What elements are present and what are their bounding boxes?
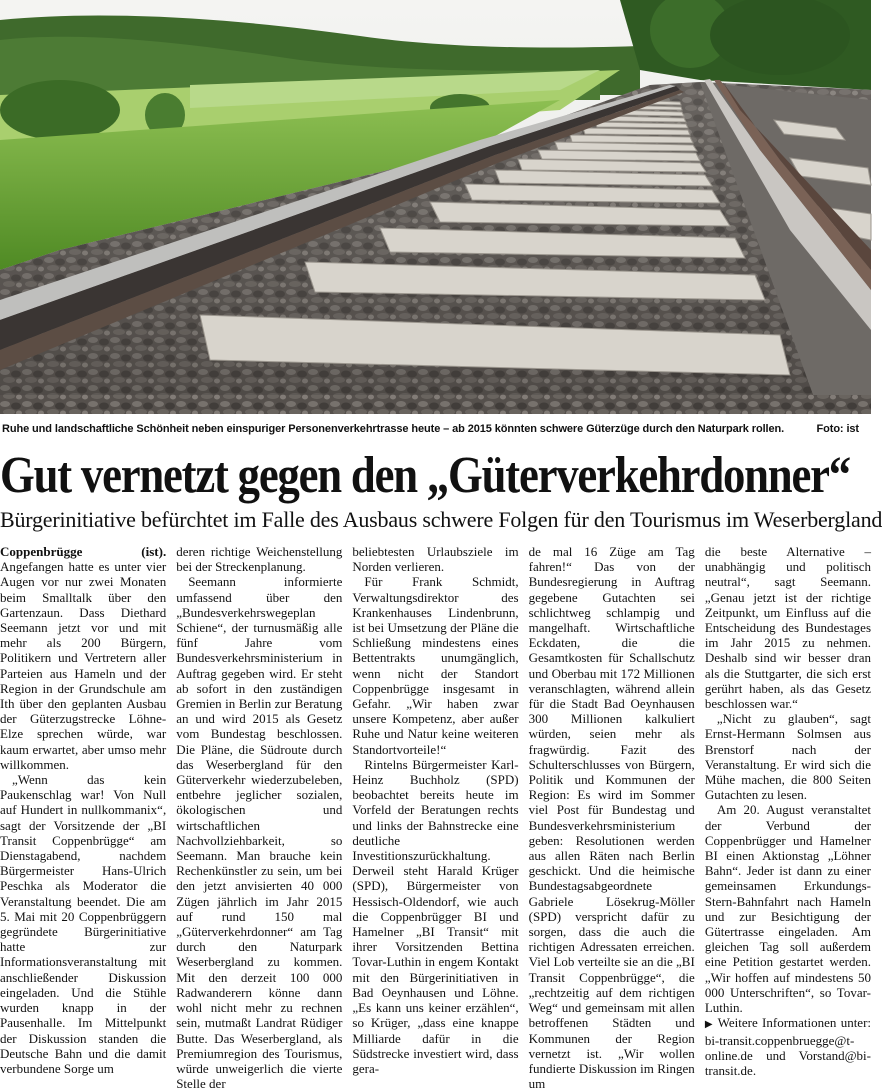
article-column-2 <box>176 544 343 1091</box>
paragraph-text: Angefangen hatte es unter vier Augen vor nur zwei Monaten beim Smalltalk über den Gartenzaun. Dass Diethard Seemann jetzt vor und mit mehr als 200 Bürgern, Politikern und Vertretern aller Parteien aus Hameln und der Region in der Grundschule am Ith über den geplanten Ausbau der Güterzugstrecke Löhne-Elze sprechen würde, war kaum erwartet, aber umso mehr willkommen. <box>0 559 167 772</box>
article-paragraph: deren richtige Weichenstellung bei der Streckenplanung. <box>176 544 343 575</box>
info-text: Weitere Informationen unter: bi-transit.coppenbruegge@t-online.de und Vorstand@bi-transit.de. <box>704 1015 872 1078</box>
photo-caption-bar <box>0 421 871 437</box>
railway-photo <box>0 0 871 414</box>
article-paragraph: die beste Alternative – unabhängig und politisch neutral“, sagt Seemann. „Genau jetzt ist der richtige Zeitpunkt, um Einfluss auf die Entscheidung des Bundestages im Jahr 2015 zu nehmen. Deshalb sind wir besser dran als die Stuttgarter, die sich erst gerührt haben, als das Gesetz beschlossen war.“ <box>704 544 872 712</box>
article-paragraph: Rintelns Bürgermeister Karl-Heinz Buchholz (SPD) beobachtet bereits heute im Vorfeld der Beratungen rechts und links der Bahnstrecke eine deutliche Investitionszurückhaltung. Derweil steht Harald Krüger (SPD), Bürgermeister von Hessisch-Oldendorf, wie auch die Coppenbrügger BI und Hamelner „BI Transit“ mit ihrer Vorsitzenden Bettina Tovar-Luthin in engem Kontakt mit den Bürgerinitiativen in Bad Oeynhausen und Löhne. „Es kann uns keiner erzählen“, so Krüger, „dass eine knappe Milliarde dafür in die Südstrecke investiert wird, dass gera- <box>352 756 519 1076</box>
article-paragraph: „Nicht zu glauben“, sagt Ernst-Hermann Solmsen aus Brenstorf nach der Veranstaltung. Er wird sich die Mühe machen, die 800 Seiten Gutachten zu lesen. <box>704 711 872 803</box>
subheadline: Bürgerinitiative befürchtet im Falle des Ausbaus schwere Folgen für den Tourismus im Weserbergland <box>0 507 882 532</box>
article-column-5 <box>704 544 872 1078</box>
photo-credit: Foto: ist <box>816 423 859 435</box>
article-column-3 <box>352 544 519 1076</box>
triangle-marker-icon: ▶ <box>704 1019 714 1031</box>
headline: Gut vernetzt gegen den „Güterverkehrdonner“ <box>0 447 850 504</box>
article-paragraph <box>0 544 166 772</box>
article-column-4 <box>528 544 695 1091</box>
article-paragraph: „Wenn das kein Paukenschlag war! Von Null auf Hundert in nullkommanix“, sagt der Vorsitzende der „BI Transit Coppenbrügge“ am Dienstagabend, nachdem Bürgermeister Hans-Ulrich Peschka als Moderator die Veranstaltung beendet. Die am 5. Mai mit 20 Coppenbrüggern gegründete Bürgerinitiative hatte zur Informationsveranstaltung mit anschließender Diskussion eingeladen. Und die Stühle wurden knapp in der Pausenhalle. Im Mittelpunkt der Diskussion standen die Deutsche Bahn und die damit verbundene Sorge um <box>0 772 167 1076</box>
article-paragraph: Seemann informierte umfassend über den „Bundesverkehrswegeplan Schiene“, der turnusmäßig alle fünf Jahre vom Bundesverkehrsministerium in Auftrag gegeben wird. Er steht ab sofort in den zuständigen Gremien in Berlin zur Beratung an und wird 2015 als Gesetz vom Bundestag beschlossen. Die Pläne, die Südroute durch das Weserbergland für den Güterverkehr wiederzubeleben, entbehre jeglicher sozialen, ökologischen und wirtschaftlichen Nachvollziehbarkeit, so Seemann. Man brauche kein Rechenkünstler zu sein, um bei den jetzt anvisierten 40 000 Zügen jährlich im Jahr 2015 auf rund 150 mal „Güterverkehrdonner“ am Tag durch den Naturpark Weserbergland zu kommen. Mit den derzeit 100 000 Radwanderern könne dann wohl nicht mehr zu rechnen sein, mutmaßt Landrat Rüdiger Butte. Das Weserbergland, als Premiumregion des Tourismus, würde unweigerlich die vierte Stelle der <box>176 574 343 1091</box>
article-paragraph: de mal 16 Züge am Tag fahren!“ Das von der Bundesregierung in Auftrag gegebene Gutachten sei schlichtweg schlampig und mangelhaft. Wirtschaftliche Eckdaten, die die Gesamtkosten für Schallschutz und Oberbau mit 172 Millionen veranschlagten, während allein für die Stadt Bad Oeynhausen 300 Millionen kalkuliert würden, seien mehr als fragwürdig. Fazit des Schulterschlusses von Bürgern, Politik und Kommunen der Region: Es wird im Sommer viel Post für Bundestag und Bundesverkehrsministerium geben: Resolutionen werden aus allen Räten nach Berlin geschickt. Und die heimische Bundestagsabgeordnete Gabriele Lösekrug-Möller (SPD) verspricht dafür zu sorgen, dass die auch die richtigen Adressaten erreichen. Viel Lob verteilte sie an die „BI Transit Coppenbrügge“, die „rechtzeitig auf dem richtigen Weg“ und gemeinsam mit allen betroffenen Städten und Kommunen der Region vernetzt ist. „Wir wollen fundierte Diskussion im Ringen um <box>528 544 695 1091</box>
info-box <box>705 1015 871 1078</box>
article-paragraph: Am 20. August veranstaltet der Verbund der Coppenbrügger und Hamelner BI einen Aktionstag „Löhner Bahn“. Jeder ist dann zu einer gemeinsamen Erkundungs-Stern-Bahnfahrt nach Hameln und zur Besichtigung der Gütertrasse eingeladen. Am gleichen Tag soll außerdem eine Petition gestartet werden. „Wir hoffen auf mindestens 50 000 Unterschriften“, so Tovar-Luthin. <box>704 802 872 1016</box>
article-body <box>0 544 872 1091</box>
article-paragraph: beliebtesten Urlaubsziele im Norden verlieren. <box>352 544 519 575</box>
photo-caption: Ruhe und landschaftliche Schönheit neben einspuriger Personenverkehrtrasse heute – ab 2015 könnten schwere Güterzüge durch den Naturpark rollen. <box>2 423 785 435</box>
dateline: Coppenbrügge (ist). <box>0 544 167 559</box>
article-column-1 <box>0 544 167 1076</box>
article-paragraph: Für Frank Schmidt, Verwaltungsdirektor des Krankenhauses Lindenbrunn, ist bei Umsetzung der Pläne die Schließung mindestens eines Bettentrakts unumgänglich, wenn nicht der Standort Coppenbrügge insgesamt in Gefahr. „Wir haben zwar unsere Kompetenz, aber außer Ruhe und Natur keine weiteren Standortvorteile!“ <box>352 574 519 757</box>
